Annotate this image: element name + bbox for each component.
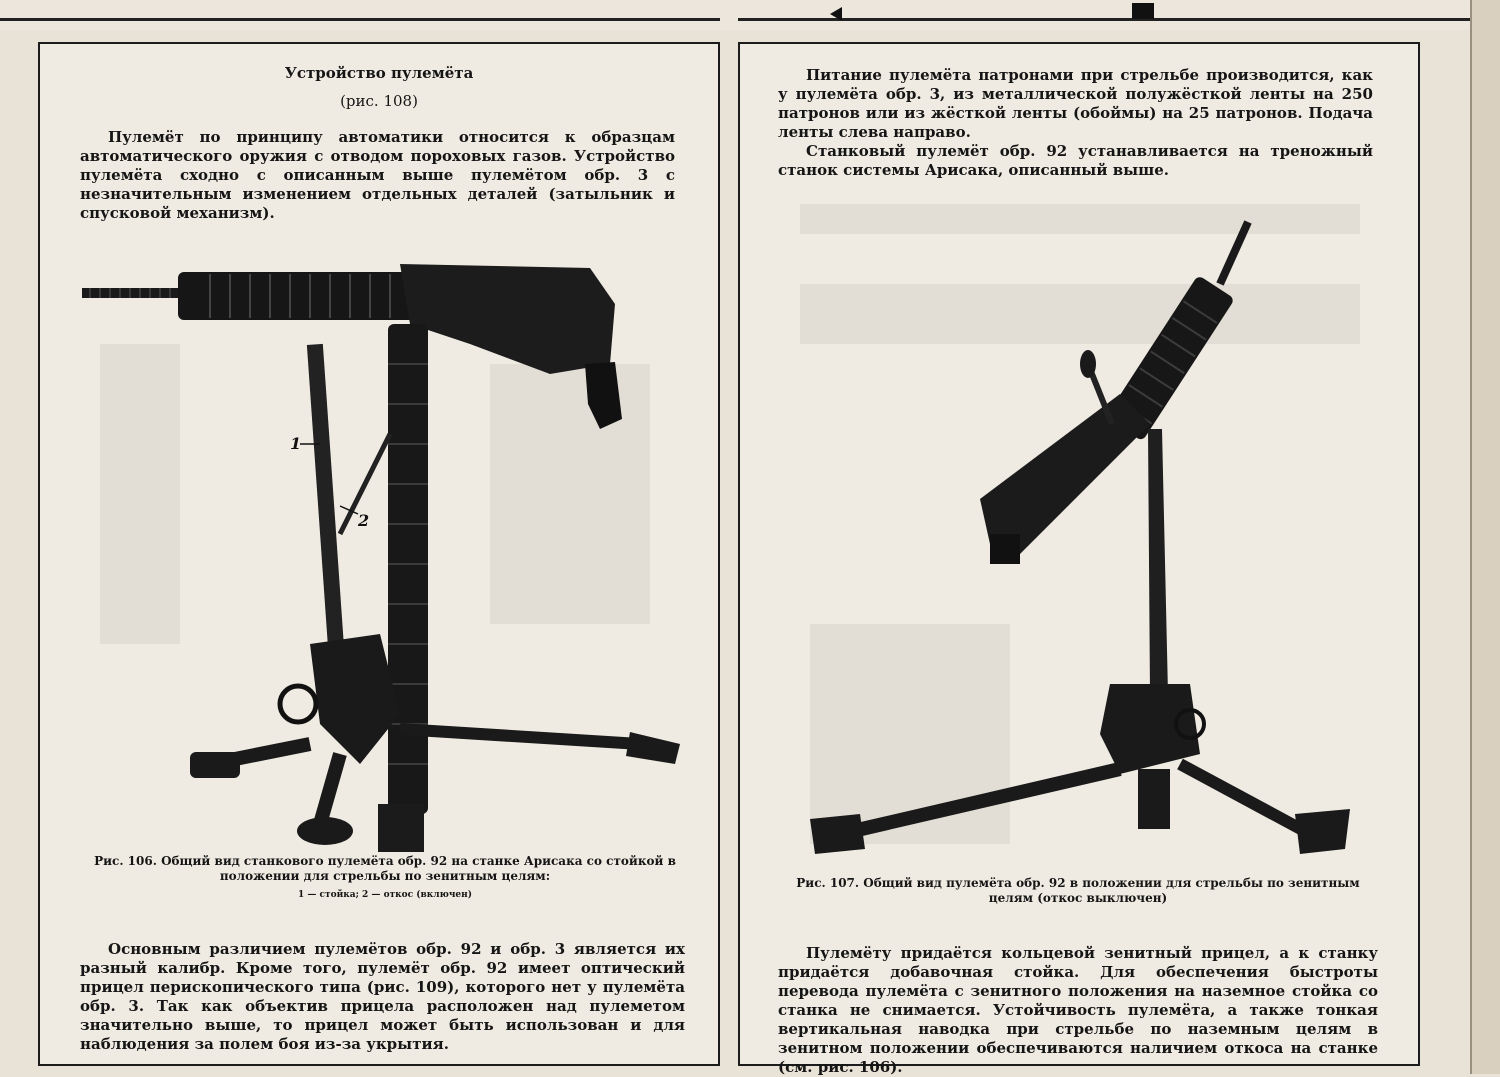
left-page: [38, 42, 720, 1066]
feed-paragraph: Питание пулемёта патронами при стрельбе производится, как у пулемёта обр. 3, из металлической полужёсткой ленты на 250 патронов или из жёсткой ленты (обоймы) на 25 патронов. Подача ленты слева направо.: [778, 66, 1373, 141]
figure-107-caption: Рис. 107. Общий вид пулемёта обр. 92 в положении для стрельбы по зенитным целям (откос выключен): [796, 876, 1360, 905]
spread-top-edge: [0, 0, 1500, 30]
next-page-edge: [1470, 0, 1500, 1074]
top-rule-left: [0, 18, 720, 21]
square-marker-icon: [1128, 2, 1158, 22]
figure-106-caption: Рис. 106. Общий вид станкового пулемёта обр. 92 на станке Арисака со стойкой в положении для стрельбы по зенитным целям:: [94, 854, 676, 883]
section-title: Устройство пулемёта: [284, 64, 474, 82]
machine-gun-figure-107: [790, 214, 1380, 864]
right-page: [738, 42, 1420, 1076]
triangle-marker-icon: [828, 6, 844, 22]
mount-paragraph: Станковый пулемёт обр. 92 устанавливается на треножный станок системы Арисака, описанный выше.: [778, 142, 1373, 179]
top-rule-right: [738, 18, 1470, 21]
machine-gun-figure-106: [70, 244, 690, 854]
bottom-paragraph-right: Пулемёту придаётся кольцевой зенитный прицел, а к станку придаётся добавочная стойка. Для обеспечения быстроты перевода пулемёта с зенитного положения на наземное стойка со станка не снимается. Устойчивость пулемёта, а также тонкая вертикальная наводка при стрельбе по наземным целям в зенитном положении обеспечиваются наличием откоса на станке (см. рис. 106).: [778, 944, 1378, 1076]
figure-label-1: 1: [290, 434, 302, 453]
figure-reference: (рис. 108): [340, 92, 418, 110]
intro-paragraph: Пулемёт по принципу автоматики относится к образцам автоматического оружия с отводом пороховых газов. Устройство пулемёта сходно с описанным выше пулемётом обр. 3 с незначительным изменением отдельных деталей (затыльник и спусковой механизм).: [80, 128, 675, 222]
figure-106-legend: 1 — стойка; 2 — откос (включен): [297, 890, 473, 900]
bottom-paragraph-left: Основным различием пулемётов обр. 92 и обр. 3 является их разный калибр. Кроме того, пулемёт обр. 92 имеет оптический прицел перископического типа (рис. 109), которого нет у пулемёта обр. 3. Так как объектив прицела расположен над пулеметом значительно выше, то прицел может быть использован и для наблюдения за полем боя из-за укрытия.: [80, 940, 685, 1053]
figure-label-2: 2: [358, 511, 370, 530]
